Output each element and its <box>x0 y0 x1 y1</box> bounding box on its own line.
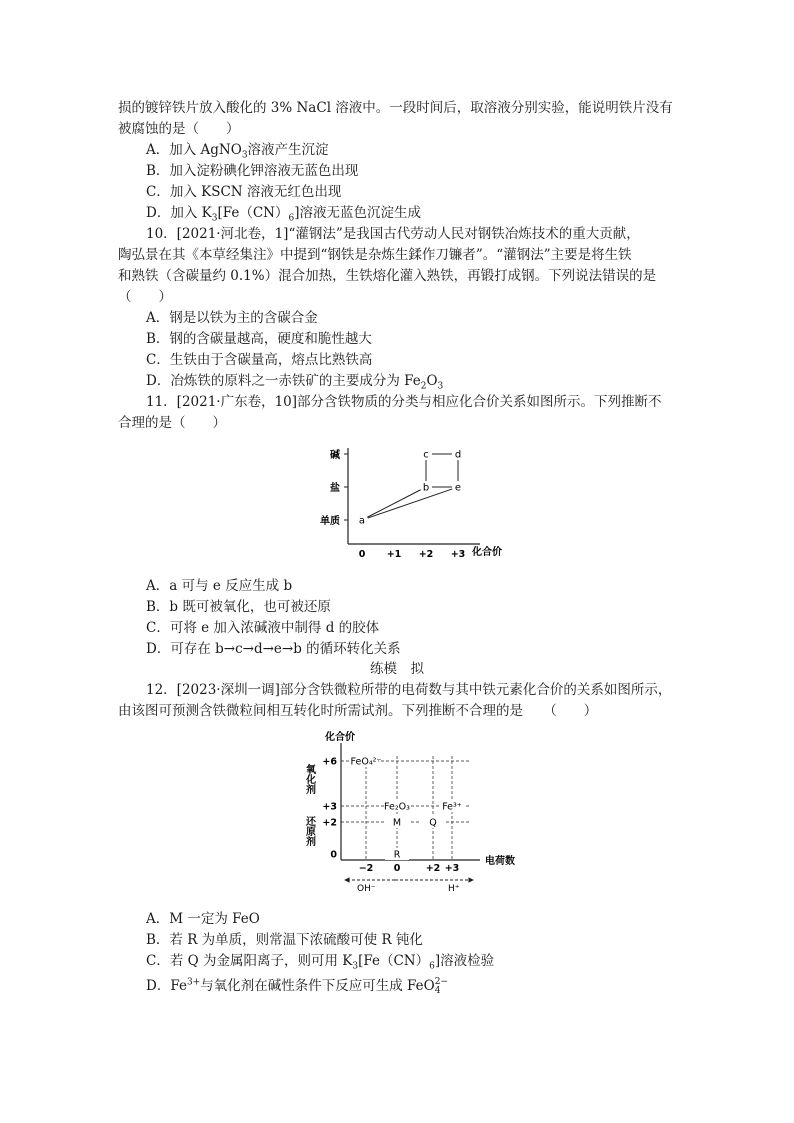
chart1-x-tick: +1 <box>386 549 402 560</box>
chart1-point-c: c <box>423 449 429 461</box>
chart2-point-label: FeO₄²⁻ <box>350 756 382 768</box>
chart2-x-tick: 0 <box>393 863 401 874</box>
intro-line-1: 损的镀锌铁片放入酸化的 3% NaCl 溶液中。一段时间后，取溶液分别实验，能说明铁片没有 <box>118 100 673 116</box>
q11-option-b: B．b 既可被氧化，也可被还原 <box>146 599 331 615</box>
q10-line-1: 10．[2021·河北卷，1]“灌钢法”是我国古代劳动人民对钢铁冶炼技术的重大贡献， <box>146 226 640 242</box>
chart1-link <box>368 489 453 518</box>
q12-option-b: B．若 R 为单质，则常温下浓硫酸可使 R 钝化 <box>146 932 423 948</box>
q11-line-1: 11．[2021·广东卷，10]部分含铁物质的分类与相应化合价关系如图所示。下列推断不 <box>146 394 662 410</box>
section-heading: 练模 拟 <box>370 661 424 677</box>
chart1-x-tick: 0 <box>358 549 366 560</box>
chart2-y-tick: 0 <box>330 849 337 861</box>
intro-option-d: D．加入 $K_3[Fe(CN)_6]$溶液无蓝色沉淀生成 <box>146 205 421 224</box>
q12-option-c: C．若 Q 为金属阳离子，则可用 $K_3[Fe(CN)_6]$溶液检验 <box>146 953 495 972</box>
iron-classification-chart <box>300 440 520 565</box>
q12-line-2: 由该图可预测含铁微粒间相互转化时所需试剂。下列推断不合理的是 （ ） <box>118 703 598 719</box>
q10-line-2: 陶弘景在其《本草经集注》中提到“钢铁是杂炼生鍒作刀镰者”。“灌钢法”主要是将生铁 <box>118 247 632 263</box>
q10-option-b: B．钢的含碳量越高，硬度和脆性越大 <box>146 331 372 347</box>
chart2-y-tick: +2 <box>322 817 337 829</box>
chart1-x-label: 化合价 <box>472 547 502 558</box>
h-label: H⁺ <box>448 884 460 894</box>
chart2-point-label: Fe₂O₃ <box>384 801 410 813</box>
q10-line-3: 和熟铁（含碳量约 0.1%）混合加热，生铁熔化灌入熟铁，再锻打成钢。下列说法错误的是 <box>118 268 657 284</box>
chart1-y-tick: 碱 <box>330 450 340 461</box>
chart2-x-tick: +2 <box>425 863 441 874</box>
chart2-point-label: R <box>393 849 401 861</box>
intro-option-a: A．加入 AgNO$_3$溶液产生沉淀 <box>146 142 329 161</box>
chart2-y-tick: +3 <box>322 801 337 813</box>
chart2-x-tick: −2 <box>358 863 374 874</box>
chart2-point-label: Fe³⁺ <box>442 801 462 813</box>
q12-option-a: A．M 一定为 FeO <box>146 911 260 927</box>
chart1-y-tick: 盐 <box>330 483 340 494</box>
intro-option-b: B．加入淀粉碘化钾溶液无蓝色出现 <box>146 163 359 179</box>
chart2-point-label: M <box>392 817 402 829</box>
q10-option-a: A．钢是以铁为主的含碳合金 <box>146 310 318 326</box>
chart2-x-tick: +3 <box>444 863 460 874</box>
q10-option-c: C．生铁由于含碳量高，熔点比熟铁高 <box>146 352 373 368</box>
intro-option-c: C．加入 KSCN 溶液无红色出现 <box>146 184 342 200</box>
chart2-y-tick: +6 <box>322 756 337 768</box>
oh-label: OH⁻ <box>357 884 376 894</box>
chart1-x-tick: +3 <box>450 549 466 560</box>
chart1-point-b: b <box>422 482 430 494</box>
chart1-link <box>367 490 420 518</box>
q11-option-a: A．a 可与 e 反应生成 b <box>146 578 293 594</box>
chart2-oxidant-label: 氧化剂 <box>303 764 315 794</box>
q12-line-1: 12．[2023·深圳一调]部分含铁微粒所带的电荷数与其中铁元素化合价的关系如图所示， <box>146 682 672 698</box>
chart2-point-label: Q <box>429 817 437 829</box>
chart1-point-a: a <box>358 515 366 527</box>
chart2-reductant-label: 还原剂 <box>303 816 315 846</box>
q12-option-d: D．$Fe^{3+}$与氧化剂在碱性条件下反应可生成 FeO 2− 4 <box>146 976 448 996</box>
chart1-point-e: e <box>454 482 462 494</box>
q10-line-4: （ ） <box>118 289 172 305</box>
chart2-x-label: 电荷数 <box>485 856 515 867</box>
chart1-x-tick: +2 <box>418 549 434 560</box>
intro-line-2: 被腐蚀的是（ ） <box>118 121 240 137</box>
q11-line-2: 合理的是（ ） <box>118 415 226 431</box>
chart1-point-d: d <box>454 449 462 461</box>
iron-charge-valence-chart <box>295 728 530 896</box>
q10-option-d: D．冶炼铁的原料之一赤铁矿的主要成分为 $Fe_2O_3$ <box>146 373 444 392</box>
chart1-y-tick: 单质 <box>320 516 340 527</box>
q11-option-d: D．可存在 b→c→d→e→b 的循环转化关系 <box>146 641 401 657</box>
q11-option-c: C．可将 e 加入浓碱液中制得 d 的胶体 <box>146 620 380 636</box>
chart2-y-label: 化合价 <box>325 732 355 743</box>
